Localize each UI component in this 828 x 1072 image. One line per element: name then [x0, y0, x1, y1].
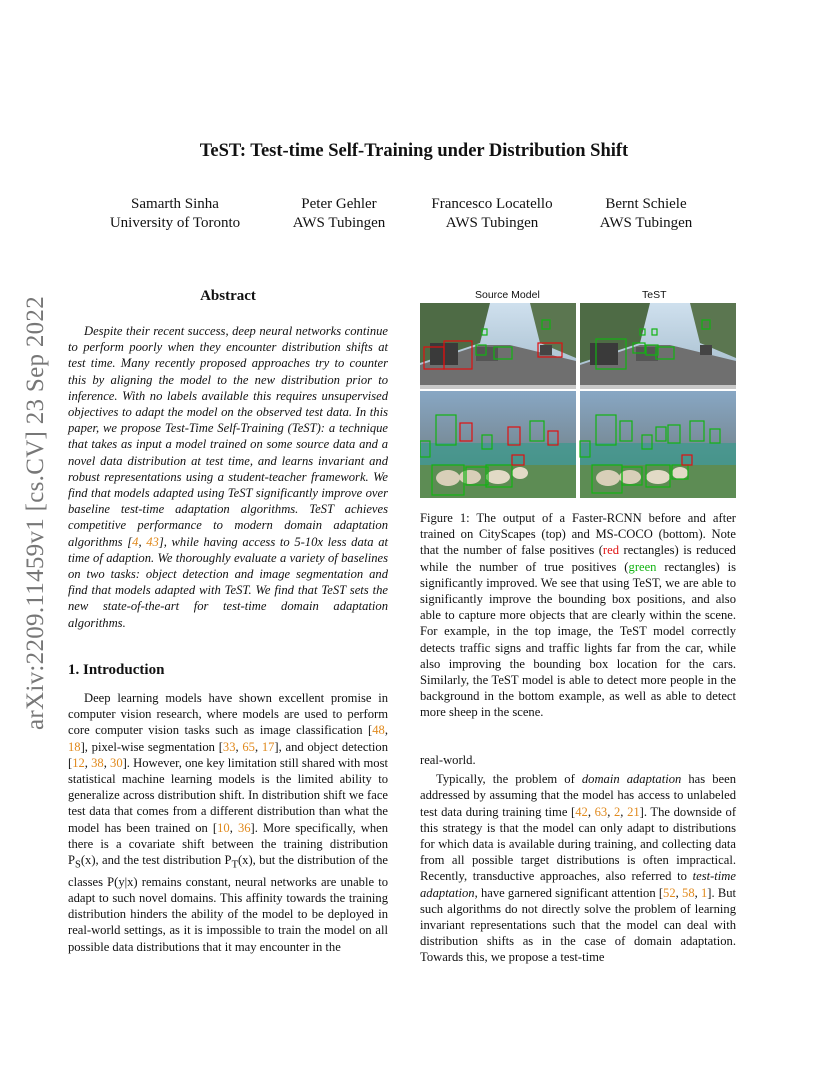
citation-link[interactable]: 43: [146, 534, 159, 549]
author-name: Peter Gehler: [301, 196, 377, 212]
citation-link[interactable]: 12: [72, 755, 85, 770]
red-word: red: [602, 543, 620, 558]
citation-link[interactable]: 38: [91, 755, 104, 770]
author-1: [100, 195, 250, 233]
author-3: [418, 195, 566, 233]
figure-caption: Figure 1: The output of a Faster-RCNN before and after trained on CityScapes (top) and MS-COCO (bottom). Note that the number of false positives (red rectangles) is reduced while the number of true positives (green rectangles) is significantly improved. We see that using TeST, we are able to significantly improve the bounding box positions, and also able to capture more objects that are clearly within the scene. For example, in the top image, the TeST model correctly detects traffic signs and traffic lights far from the car, while also improving the bounding box location for the cars. Similarly, the TeST model is able to detect more people in the background in the bottom example, as well as able to detect more sheep in the scene.: [420, 511, 736, 720]
citation-link[interactable]: 4: [132, 534, 139, 549]
citation-link[interactable]: 33: [222, 739, 236, 754]
citation-link[interactable]: 52: [663, 885, 676, 900]
introduction-body: Deep learning models have shown excellent promise in computer vision research, where models are used to perform core computer vision tasks such as image classification [48, 18], pixel-wise segmentation [33, 65, 17], and object detection [12, 38, 30]. However, one key limitation still shared with most statistical machine learning models is the limited ability to generalize across distribution shift. In distribution shift we face test data that comes from a different distribution than what the model has been trained on [10, 36]. More specifically, when there is a covariate shift between the training distribution $P_S(x)$, and the test distribution $P_T(x)$, but the distribution of the classes P(y|x) remains constant, neural networks are unable to adapt to such novel domains. This affinity towards the training distribution hinders the ability of the model to be deployed in real-world settings, as it is impossible to train the model on all possible data distributions that it may encounter in the: [68, 691, 389, 954]
figure-column-labels: [420, 288, 736, 303]
citation-link[interactable]: 65: [242, 739, 255, 754]
author-name: Bernt Schiele: [605, 196, 687, 212]
figure-1: [420, 288, 736, 498]
author-affiliation: AWS Tubingen: [292, 215, 386, 231]
author-affiliation: University of Toronto: [109, 215, 241, 231]
citation-link[interactable]: 18: [68, 739, 81, 754]
paragraph-continuation: real-world.: [420, 753, 476, 767]
arxiv-id: arXiv:2209.11459v1 [cs.CV] 23 Sep 2022: [22, 295, 50, 731]
citation-link[interactable]: 48: [372, 723, 385, 738]
source-model-label: Source Model: [475, 289, 540, 301]
author-name: Francesco Locatello: [431, 196, 553, 212]
citation-link[interactable]: 30: [110, 755, 123, 770]
sheep-scene-test: [580, 391, 736, 498]
detection-results-image: [420, 303, 736, 498]
author-4: [582, 195, 710, 233]
paragraph-domain-adaptation: Typically, the problem of domain adaptation has been addressed by assuming that the model has access to unlabeled test data during training time [42, 63, 2, 21]. The downside of this strategy is that the model can only adapt to distributions for which data is available during training, and collecting data from all possible target distributions is often impractical. Recently, transductive approaches, also referred to test-time adaptation, have garnered significant attention [52, 58, 1]. But such algorithms do not directly solve the problem of learning invariant representations such that the model can deal with distribution shifts as in the case of domain adaptation. Towards this, we propose a test-time: [420, 772, 737, 965]
sheep-scene-source: [420, 391, 576, 498]
arxiv-stamp: [18, 268, 54, 758]
citation-link[interactable]: 1: [700, 885, 708, 900]
abstract-body: Despite their recent success, deep neural networks continue to perform poorly when they encounter distribution shifts at test time. Many recently proposed approaches try to counter this by aligning the model to the new distribution prior to inference. With no labels available this requires unsupervised objectives to adapt the model on the observed test data. In this paper, we propose Test-Time Self-Training (TeST): a technique that takes as input a model trained on some source data and a novel data distribution at test time, and learns invariant and robust representations using a student-teacher framework. We find that models adapted using TeST significantly improve over baseline test-time adaptation algorithms. TeST achieves competitive performance to modern domain adaptation algorithms [4, 43], while having access to 5-10x less data at time of adaption. We thoroughly evaluate a variety of baselines on two tasks: object detection and image segmentation and find that models adapted with TeST. We find that TeST sets the new state-of-the-art for test-time domain adaptation algorithms.: [68, 324, 389, 630]
citation-link[interactable]: 17: [261, 739, 275, 754]
introduction-heading: 1. Introduction: [68, 662, 165, 678]
citation-link[interactable]: 21: [627, 804, 640, 819]
author-affiliation: AWS Tubingen: [599, 215, 693, 231]
author-2: [274, 195, 404, 233]
right-column-text: [420, 752, 736, 966]
test-label: TeST: [642, 289, 667, 301]
citation-link[interactable]: 2: [614, 804, 621, 819]
citation-link[interactable]: 10: [217, 820, 230, 835]
citation-link[interactable]: 36: [237, 820, 251, 835]
citation-link[interactable]: 42: [575, 804, 588, 819]
author-affiliation: AWS Tubingen: [445, 215, 539, 231]
paper-title: TeST: Test-time Self-Training under Distribution Shift: [199, 141, 629, 161]
abstract-heading: Abstract: [200, 288, 256, 304]
green-word: green: [628, 559, 657, 574]
citation-link[interactable]: 63: [594, 804, 608, 819]
author-name: Samarth Sinha: [131, 196, 219, 212]
street-scene-test: [580, 303, 736, 389]
street-scene-source: [420, 303, 576, 389]
citation-link[interactable]: 58: [682, 885, 695, 900]
